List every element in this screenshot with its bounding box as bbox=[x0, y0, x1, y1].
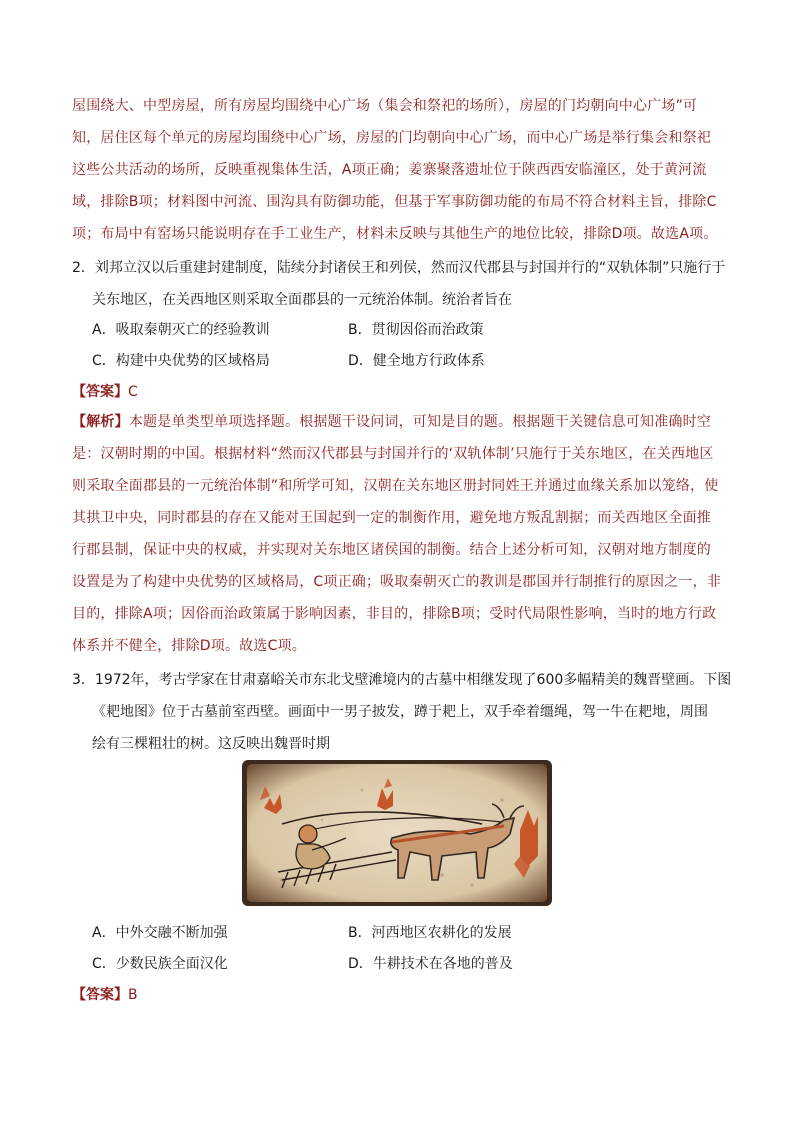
q3-option-a[interactable]: A．中外交融不断加强 bbox=[92, 925, 228, 941]
q3-option-c[interactable]: C．少数民族全面汉化 bbox=[92, 956, 228, 972]
q2-option-c[interactable]: C．构建中央优势的区域格局 bbox=[92, 353, 270, 369]
q3-answer bbox=[72, 983, 138, 1007]
q2-analysis-text: 本题是单类型单项选择题。根据题干设问词，可知是目的题。根据题干关键信息可知准确时空是：汉朝时期的中国。根据材料“然而汉代郡县与封国并行的‘双轨体制’只施行于关东地区，在关西地区则采取全面郡县的一元统治体制”和所学可知，汉朝在关东地区册封同姓王并通过血缘关系加以笼络，使其拱卫中央，同时郡县的存在又能对王国起到一定的制衡作用，避免地方叛乱割据；而关西地区全面推行郡县制，保证中央的权威，并实现对关东地区诸侯国的制衡。结合上述分析可知，汉朝对地方制度的设置是为了构建中央优势的区域格局，C项正确；吸取秦朝灭亡的教训是郡国并行制推行的原因之一，非目的，排除A项；因俗而治政策属于影响因素，非目的，排除B项；受时代局限性影响，当时的地方行政体系并不健全，排除D项。故选C项。 bbox=[72, 414, 721, 654]
q2-option-b[interactable]: B．贯彻因俗而治政策 bbox=[348, 322, 484, 338]
q2-answer bbox=[72, 380, 138, 404]
q3-stem-line1: 3．1972年，考古学家在甘肃嘉峪关市东北戈壁滩境内的古墓中相继发现了600多幅精美的魏晋壁画。下图 bbox=[72, 672, 732, 688]
q3-stem-line2: 《耙地图》位于古墓前室西壁。画面中一男子披发，蹲于耙上，双手牵着缰绳，驾一牛在耙地，周围 bbox=[92, 704, 708, 720]
q2-option-a[interactable]: A．吸取秦朝灭亡的经验教训 bbox=[92, 322, 270, 338]
q2-option-d[interactable]: D．健全地方行政体系 bbox=[348, 353, 485, 369]
q2-answer-value: C bbox=[128, 384, 138, 400]
q2-stem-line1: 2．刘邦立汉以后重建封建制度，陆续分封诸侯王和列侯，然而汉代郡县与封国并行的“双轨体制”只施行于 bbox=[72, 260, 726, 276]
q3-answer-value: B bbox=[128, 987, 138, 1003]
q2-analysis bbox=[72, 406, 724, 662]
q2-answer-tag: 【答案】 bbox=[72, 384, 128, 400]
q2-stem-line2: 关东地区，在关西地区则采取全面郡县的一元统治体制。统治者旨在 bbox=[92, 292, 512, 308]
q3-option-d[interactable]: D．牛耕技术在各地的普及 bbox=[348, 956, 513, 972]
q3-stem-line3: 绘有三棵粗壮的树。这反映出魏晋时期 bbox=[92, 736, 330, 752]
q3-answer-tag: 【答案】 bbox=[72, 987, 128, 1003]
harrowing-mural-image bbox=[242, 760, 552, 906]
q2-analysis-tag: 【解析】 bbox=[72, 414, 129, 430]
q1-analysis-tail: 屋围绕大、中型房屋，所有房屋均围绕中心广场（集会和祭祀的场所），房屋的门均朝向中心广场”可知，居住区每个单元的房屋均围绕中心广场，房屋的门均朝向中心广场，而中心广场是举行集会和祭祀这些公共活动的场所，反映重视集体生活，A项正确；姜寨聚落遗址位于陕西西安临潼区，处于黄河流域，排除B项；材料图中河流、围沟具有防御功能，但基于军事防御功能的布局不符合材料主旨，排除C项；布局中有窑场只能说明存在手工业生产，材料未反映与其他生产的地位比较，排除D项。故选A项。 bbox=[72, 98, 718, 242]
q3-option-b[interactable]: B．河西地区农耕化的发展 bbox=[348, 925, 512, 941]
